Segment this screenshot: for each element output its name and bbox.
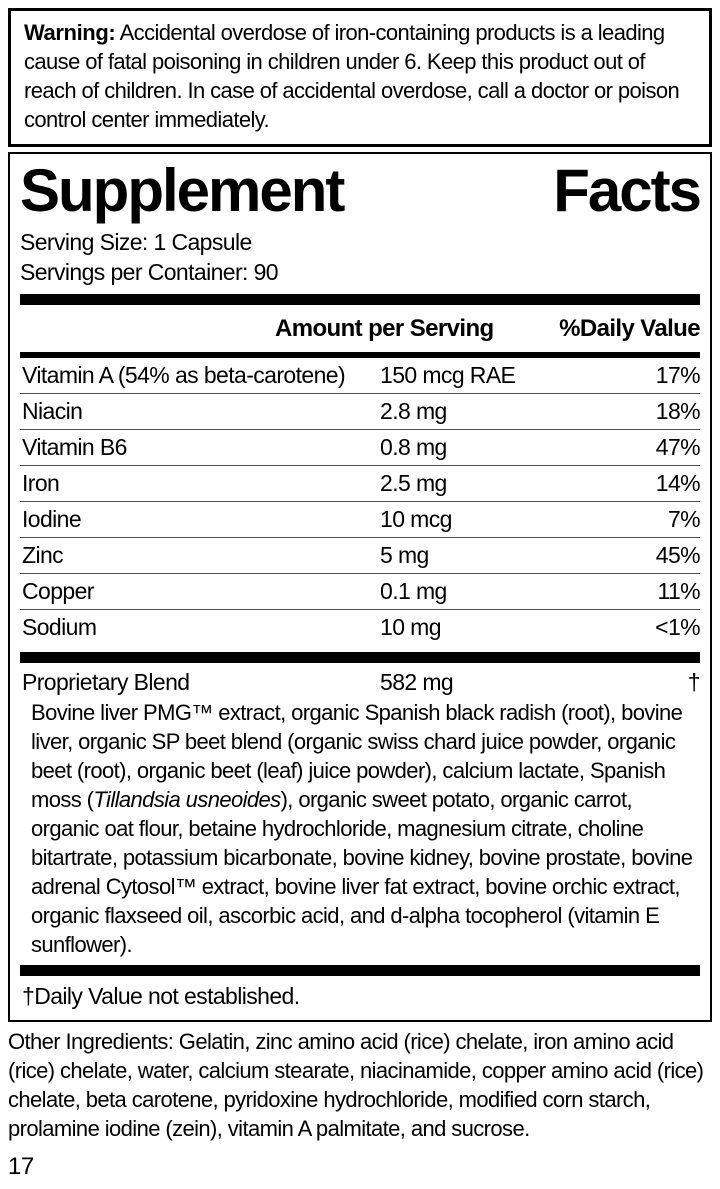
proprietary-blend-row — [20, 663, 700, 698]
panel-title-word-2: Facts — [553, 157, 700, 224]
column-header-daily-value: %Daily Value — [559, 315, 700, 342]
table-row — [20, 358, 700, 394]
blend-name: Proprietary Blend — [22, 669, 190, 695]
blend-description-part1: Bovine liver PMG™ extract, organic Spanish black radish (root), bovine liver, organic SP beet blend (organic swiss chard juice powder, organic beet (root), organic beet (leaf) juice powder), calcium lactate, Spanish moss ( — [31, 700, 683, 812]
column-header-amount: Amount per Serving — [275, 315, 494, 342]
daily-value-footnote: †Daily Value not established. — [22, 983, 300, 1009]
nutrient-amount: 2.5 mg — [380, 470, 447, 496]
table-row — [20, 466, 700, 502]
panel-title — [20, 158, 700, 227]
nutrient-name: Iron — [22, 470, 60, 496]
table-row — [20, 538, 700, 574]
warning-label: Warning: — [24, 20, 116, 45]
nutrient-daily-value: 14% — [655, 470, 700, 496]
nutrient-amount: 150 mcg RAE — [380, 362, 516, 388]
nutrient-daily-value: <1% — [655, 614, 700, 640]
blend-description-part2: ), organic sweet potato, organic carrot, organic oat flour, betaine hydrochloride, magnesium citrate, choline bitartrate, potassium bicarbonate, bovine kidney, bovine prostate, bovine adrenal Cytosol™ extract, bovine liver fat extract, bovine orchic extract, organic flaxseed oil, ascorbic acid, and d-alpha tocopherol (vitamin E sunflower). — [31, 787, 693, 957]
nutrient-amount: 10 mg — [380, 614, 441, 640]
table-row — [20, 394, 700, 430]
nutrient-table — [20, 358, 700, 645]
table-row — [20, 574, 700, 610]
nutrient-name: Zinc — [22, 542, 64, 568]
page-number: 17 — [8, 1153, 34, 1180]
nutrient-daily-value: 11% — [657, 578, 700, 604]
nutrient-daily-value: 47% — [655, 434, 700, 460]
warning-box — [8, 8, 712, 147]
nutrient-name: Vitamin B6 — [22, 434, 127, 460]
serving-size: Serving Size: 1 Capsule — [20, 229, 252, 255]
nutrient-daily-value: 7% — [667, 506, 700, 532]
table-row — [20, 502, 700, 538]
nutrient-amount: 0.1 mg — [380, 578, 447, 604]
nutrient-name: Vitamin A (54% as beta-carotene) — [22, 362, 346, 388]
nutrient-amount: 2.8 mg — [380, 398, 447, 424]
nutrient-amount: 0.8 mg — [380, 434, 447, 460]
other-ingredients: Other Ingredients: Gelatin, zinc amino acid (rice) chelate, iron amino acid (rice) chelate, water, calcium stearate, niacinamide, copper amino acid (rice) chelate, beta carotene, pyridoxine hydrochloride, modified corn starch, prolamine iodine (zein), vitamin A palmitate, and sucrose. — [8, 1029, 704, 1141]
table-row — [20, 610, 700, 645]
blend-description — [20, 698, 700, 965]
nutrient-name: Sodium — [22, 614, 97, 640]
supplement-facts-panel — [8, 152, 712, 1022]
blend-dagger: † — [687, 669, 700, 695]
blend-amount: 582 mg — [380, 669, 454, 695]
nutrient-daily-value: 17% — [655, 362, 700, 388]
divider-thick-blend — [20, 652, 700, 663]
nutrient-amount: 5 mg — [380, 542, 429, 568]
nutrient-daily-value: 18% — [655, 398, 700, 424]
nutrient-name: Copper — [22, 578, 94, 604]
column-header-row — [20, 305, 700, 352]
nutrient-amount: 10 mcg — [380, 506, 452, 532]
blend-species-italic: Tillandsia usneoides — [93, 787, 281, 812]
servings-per-container: Servings per Container: 90 — [20, 259, 278, 285]
table-row — [20, 430, 700, 466]
nutrient-name: Iodine — [22, 506, 82, 532]
nutrient-daily-value: 45% — [655, 542, 700, 568]
nutrient-name: Niacin — [22, 398, 83, 424]
divider-thick-footnote — [20, 965, 700, 976]
panel-title-word-1: Supplement — [20, 157, 344, 224]
warning-text: Accidental overdose of iron-containing products is a leading cause of fatal poisoning in children under 6. Keep this product out of reach of children. In case of accidental overdose, call a doctor or poison control center immediately. — [24, 20, 680, 132]
divider-thick-top — [20, 294, 700, 305]
